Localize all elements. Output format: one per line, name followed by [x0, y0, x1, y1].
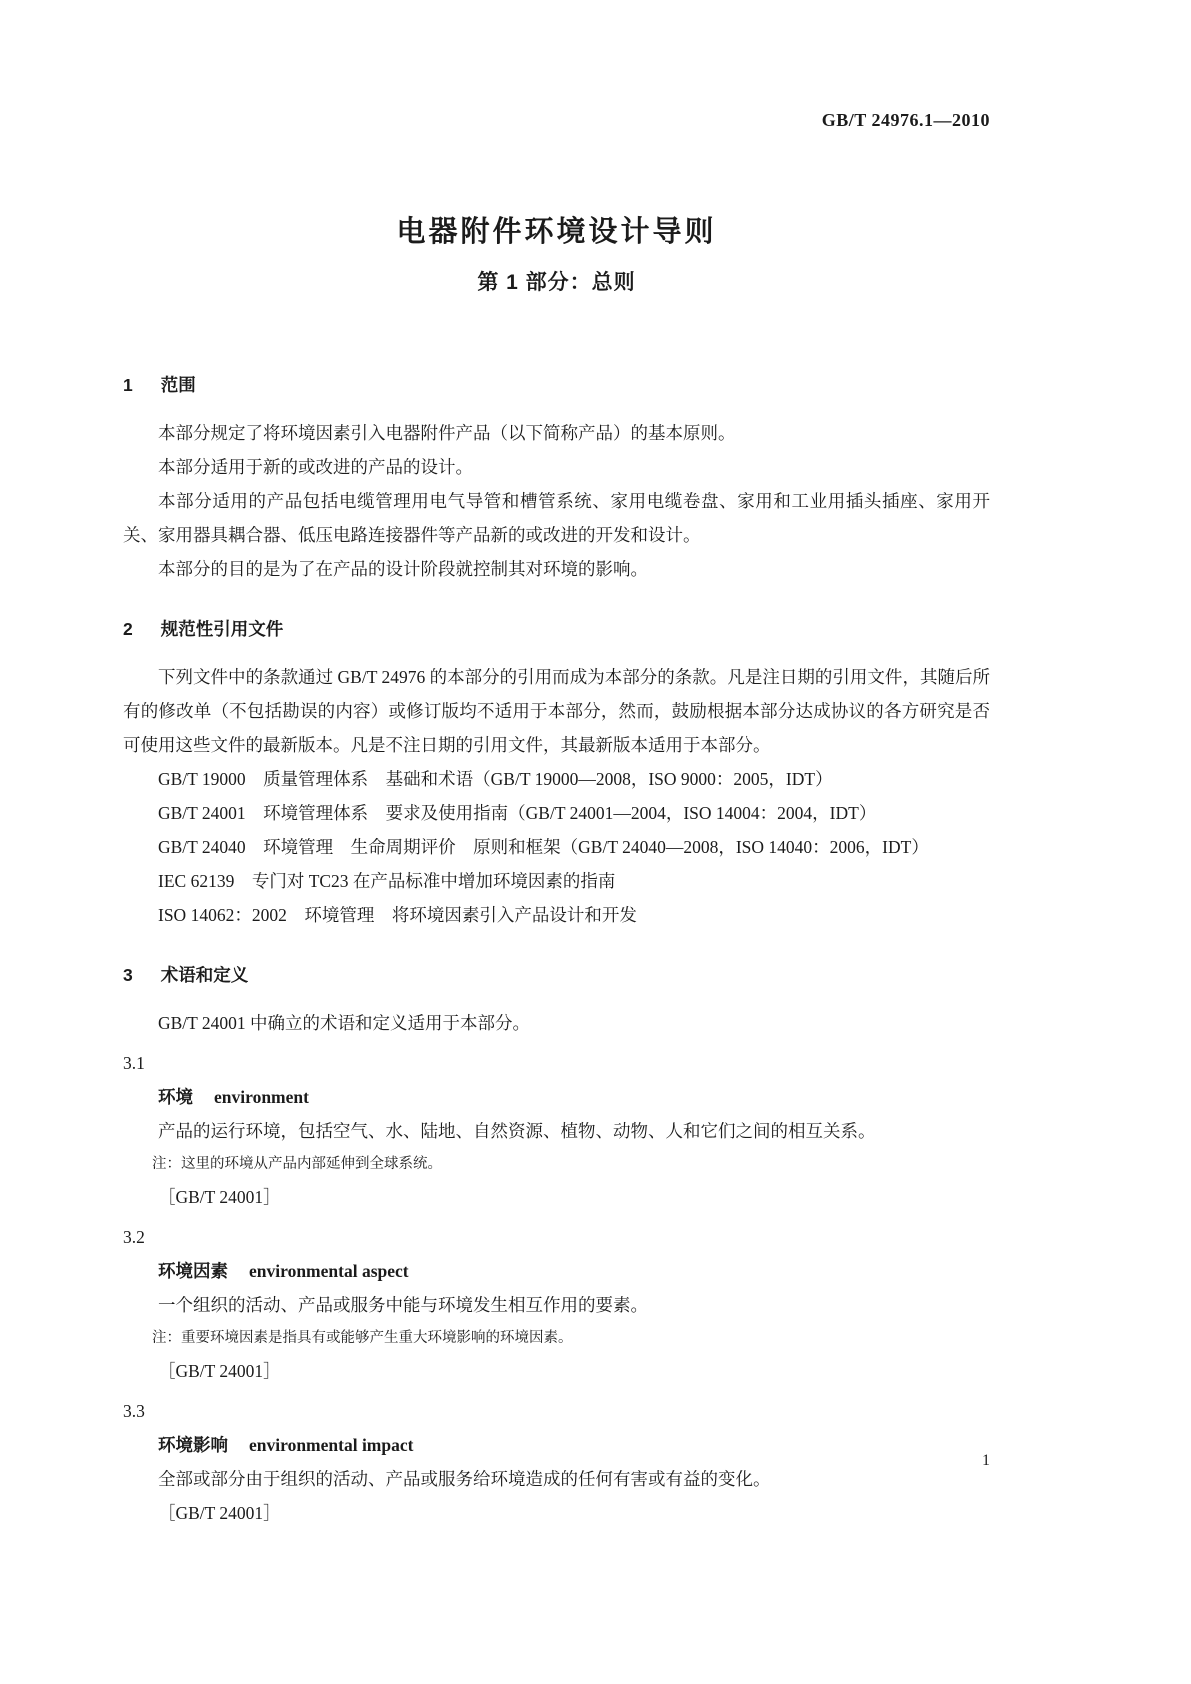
- term-number: 3.3: [123, 1401, 145, 1421]
- section-2-label: 规范性引用文件: [160, 619, 284, 639]
- term-source: ［GB/T 24001］: [158, 1361, 281, 1381]
- section-1-paragraph: 本部分规定了将环境因素引入电器附件产品（以下简称产品）的基本原则。: [158, 423, 736, 443]
- section-3-label: 术语和定义: [160, 965, 249, 985]
- term-source: ［GB/T 24001］: [158, 1187, 281, 1207]
- section-1-heading: [123, 368, 990, 402]
- section-2-number: 2: [123, 619, 133, 639]
- section-1-number: 1: [123, 375, 133, 395]
- term-definition: 一个组织的活动、产品或服务中能与环境发生相互作用的要素。: [158, 1295, 648, 1315]
- term-number: 3.1: [123, 1053, 145, 1073]
- term-en-label: environmental impact: [249, 1435, 414, 1455]
- term-en-label: environment: [214, 1087, 309, 1107]
- section-3-intro: GB/T 24001 中确立的术语和定义适用于本部分。: [158, 1013, 531, 1033]
- term-block-3-2: [123, 1220, 990, 1388]
- normative-reference: IEC 62139 专门对 TC23 在产品标准中增加环境因素的指南: [158, 871, 616, 891]
- term-heading: [123, 1080, 990, 1114]
- normative-reference: GB/T 24040 环境管理 生命周期评价 原则和框架（GB/T 24040—2008，ISO 14040：2006，IDT）: [158, 837, 929, 857]
- section-1-paragraph: 本部分的目的是为了在产品的设计阶段就控制其对环境的影响。: [158, 559, 648, 579]
- section-1-paragraph: 本部分适用的产品包括电缆管理用电气导管和槽管系统、家用电缆卷盘、家用和工业用插头插座、家用开关、家用器具耦合器、低压电路连接器件等产品新的或改进的开发和设计。: [123, 491, 990, 545]
- term-definition: 全部或部分由于组织的活动、产品或服务给环境造成的任何有害或有益的变化。: [158, 1469, 771, 1489]
- section-3-heading: [123, 958, 990, 992]
- term-note: 注：重要环境因素是指具有或能够产生重大环境影响的环境因素。: [152, 1330, 573, 1346]
- term-block-3-3: [123, 1394, 990, 1530]
- document-subtitle: 第 1 部分：总则: [477, 271, 636, 294]
- section-1-label: 范围: [160, 375, 196, 395]
- section-2-heading: [123, 612, 990, 646]
- term-en-label: environmental aspect: [249, 1261, 409, 1281]
- normative-reference: GB/T 19000 质量管理体系 基础和术语（GB/T 19000—2008，ISO 9000：2005，IDT）: [158, 769, 833, 789]
- term-zh-label: 环境: [158, 1087, 193, 1107]
- term-number: 3.2: [123, 1227, 145, 1247]
- term-definition: 产品的运行环境，包括空气、水、陆地、自然资源、植物、动物、人和它们之间的相互关系。: [158, 1121, 876, 1141]
- term-heading: [123, 1428, 990, 1462]
- page-number: 1: [982, 1452, 990, 1469]
- section-2-intro: 下列文件中的条款通过 GB/T 24976 的本部分的引用而成为本部分的条款。凡是注日期的引用文件，其随后所有的修改单（不包括勘误的内容）或修订版均不适用于本部分，然而，鼓励根据本部分达成协议的各方研究是否可使用这些文件的最新版本。凡是不注日期的引用文件，其最新版本适用于本部分。: [123, 667, 990, 755]
- term-source: ［GB/T 24001］: [158, 1503, 281, 1523]
- section-3-number: 3: [123, 965, 133, 985]
- section-1-paragraph: 本部分适用于新的或改进的产品的设计。: [158, 457, 473, 477]
- normative-reference: GB/T 24001 环境管理体系 要求及使用指南（GB/T 24001—2004，ISO 14004：2004，IDT）: [158, 803, 877, 823]
- normative-reference: ISO 14062：2002 环境管理 将环境因素引入产品设计和开发: [158, 905, 637, 925]
- document-title: 电器附件环境设计导则: [396, 216, 717, 248]
- term-note: 注：这里的环境从产品内部延伸到全球系统。: [152, 1156, 442, 1172]
- term-zh-label: 环境因素: [158, 1261, 228, 1281]
- standard-code: GB/T 24976.1—2010: [821, 110, 990, 130]
- term-block-3-1: [123, 1046, 990, 1214]
- term-heading: [123, 1254, 990, 1288]
- term-zh-label: 环境影响: [158, 1435, 228, 1455]
